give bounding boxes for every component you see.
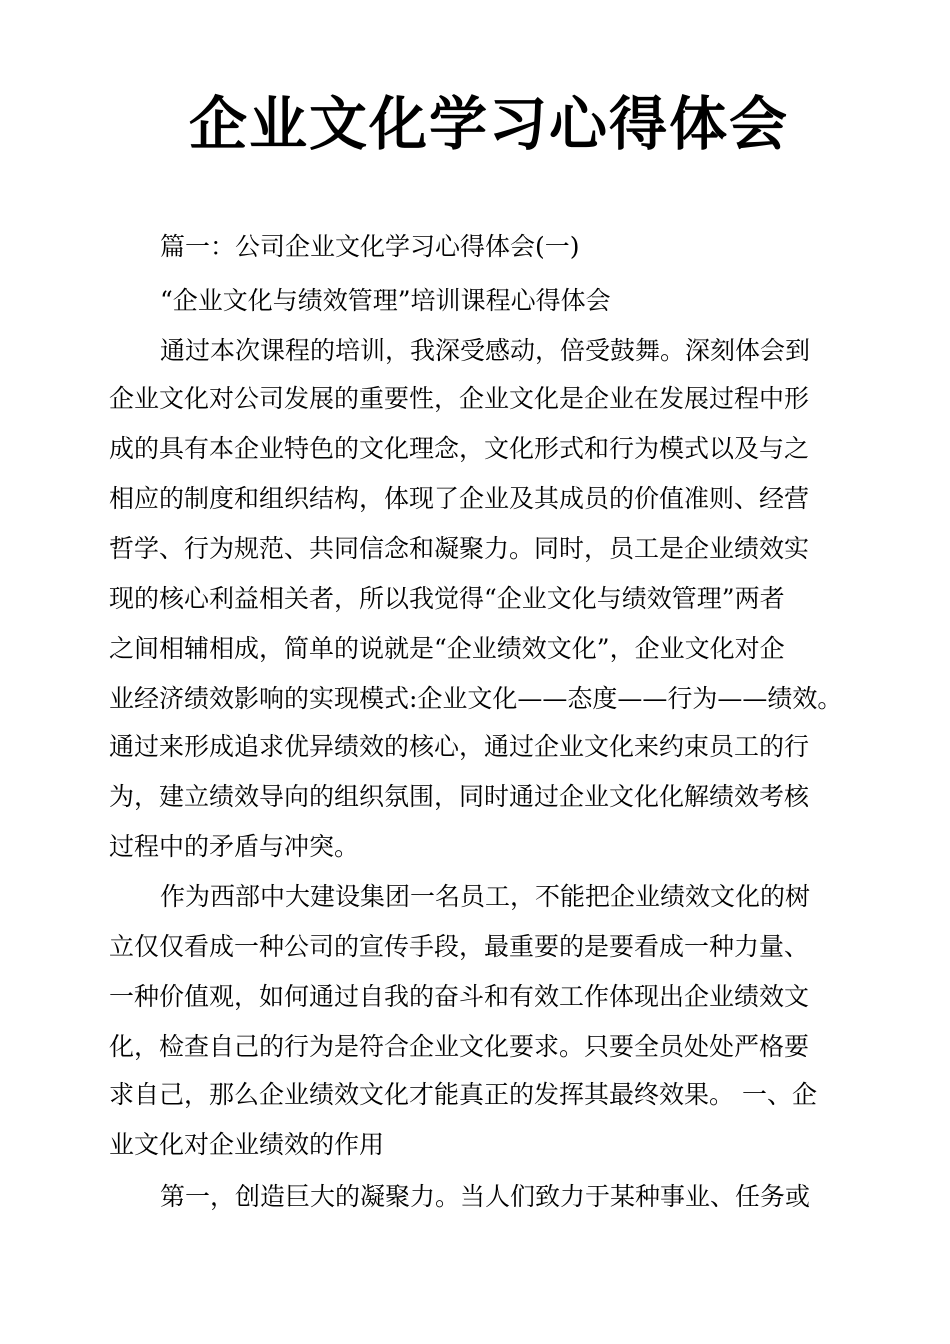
paragraph-line: “企业文化与绩效管理”培训课程心得体会 — [160, 286, 611, 315]
paragraph-line: 第一，创造巨大的凝聚力。当人们致力于某种事业、任务或 — [160, 1182, 811, 1211]
paragraph-line: 业经济绩效影响的实现模式:企业文化——态度——行为——绩效。 — [109, 684, 843, 713]
paragraph-line: 通过来形成追求优异绩效的核心，通过企业文化来约束员工的行 — [109, 732, 810, 761]
paragraph-line: 一种价值观，如何通过自我的奋斗和有效工作体现出企业绩效文 — [109, 982, 810, 1011]
document-title: 企业文化学习心得体会 — [188, 90, 789, 158]
paragraph-line: 哲学、行为规范、共同信念和凝聚力。同时，员工是企业绩效实 — [109, 534, 810, 563]
paragraph-line: 相应的制度和组织结构，体现了企业及其成员的价值准则、经营 — [109, 484, 810, 513]
paragraph-line: 过程中的矛盾与冲突。 — [109, 832, 360, 861]
paragraph-line: 求自己，那么企业绩效文化才能真正的发挥其最终效果。 一、企 — [109, 1080, 817, 1109]
paragraph-line: 立仅仅看成一种公司的宣传手段，最重要的是要看成一种力量、 — [109, 932, 810, 961]
paragraph-line: 篇一：公司企业文化学习心得体会(一) — [160, 232, 580, 261]
paragraph-line: 为，建立绩效导向的组织氛围，同时通过企业文化化解绩效考核 — [109, 782, 810, 811]
paragraph-line: 企业文化对公司发展的重要性，企业文化是企业在发展过程中形 — [109, 384, 810, 413]
paragraph-line: 业文化对企业绩效的作用 — [109, 1130, 385, 1159]
paragraph-line: 成的具有本企业特色的文化理念，文化形式和行为模式以及与之 — [109, 434, 810, 463]
paragraph-line: 通过本次课程的培训，我深受感动，倍受鼓舞。深刻体会到 — [160, 336, 811, 365]
paragraph-line: 作为西部中大建设集团一名员工，不能把企业绩效文化的树 — [160, 882, 811, 911]
paragraph-line: 之间相辅相成，简单的说就是“企业绩效文化”，企业文化对企 — [109, 634, 785, 663]
paragraph-line: 化，检查自己的行为是符合企业文化要求。只要全员处处严格要 — [109, 1032, 810, 1061]
paragraph-line: 现的核心利益相关者，所以我觉得“企业文化与绩效管理”两者 — [109, 584, 785, 613]
